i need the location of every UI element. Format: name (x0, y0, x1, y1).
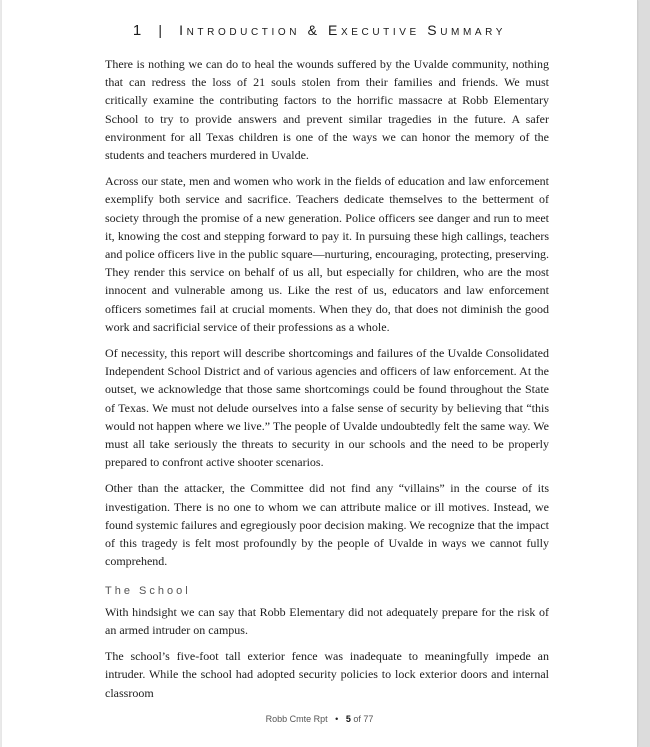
document-page (2, 0, 638, 747)
footer-bullet: • (335, 714, 339, 724)
paragraph: There is nothing we can do to heal the wounds suffered by the Uvalde community, nothing that can redress the loss of 21 souls stolen from their families and friends. We must critically examine the contributing factors to the horrific massacre at Robb Elementary School to try to provide answers and prevent similar tragedies in the future. A safer environment for all Texas children is one of the ways we can honor the memory of the students and teachers murdered in Uvalde. (105, 57, 549, 163)
footer-page-number: 5 (345, 714, 351, 724)
section-separator: | (158, 22, 166, 38)
paragraph: With hindsight we can say that Robb Elementary did not adequately prepare for the risk of an armed intruder on campus. (105, 604, 549, 637)
footer-doc-name: Robb Cmte Rpt (265, 714, 328, 724)
footer-page-total: of 77 (353, 714, 374, 724)
paragraph: Of necessity, this report will describe shortcomings and failures of the Uvalde Consolidated Independent School District and of various agencies and officers of law enforcement. At the outset, we acknowledge that those same shortcomings could be found throughout the State of Texas. We must not delude ourselves into a false sense of security by believing that “this would not happen where we live.” The people of Uvalde undoubtedly felt the same way. We must all take seriously the threats to security in our schools and the need to be properly prepared to confront active shooter scenarios. (105, 346, 549, 470)
viewer-scroll-edge[interactable] (639, 0, 650, 747)
section-title: Introduction & Executive Summary (179, 22, 507, 38)
page-footer (2, 714, 637, 724)
paragraph: The school’s five-foot tall exterior fence was inadequate to meaningfully impede an intruder. While the school had adopted security policies to lock exterior doors and internal classroom (105, 649, 549, 700)
section-heading (2, 22, 637, 39)
section-number: 1 (132, 22, 145, 39)
paragraph: Other than the attacker, the Committee did not find any “villains” in the course of its investigation. There is no one to whom we can attribute malice or ill motives. Instead, we found systemic failures and egregiously poor decision making. We recognize that the impact of this tragedy is felt most profoundly by the people of Uvalde in ways we cannot fully comprehend. (105, 481, 549, 569)
body-text (105, 55, 549, 710)
subsection-heading: The School (105, 585, 191, 598)
paragraph: Across our state, men and women who work in the fields of education and law enforcement exemplify both service and sacrifice. Teachers dedicate themselves to the betterment of society through the promise of a new generation. Police officers see danger and run to meet it, knowing the cost and stepping forward to pay it. In pursuing these high callings, teachers and police officers live in the public square—nurturing, encouraging, protecting, preserving. They render this service on behalf of us all, but especially for children, who are the most innocent and vulnerable among us. Like the rest of us, educators and law enforcement officers sometimes fail at crucial moments. When they do, that does not diminish the good work and sacrificial service of their professions as a whole. (105, 174, 549, 334)
